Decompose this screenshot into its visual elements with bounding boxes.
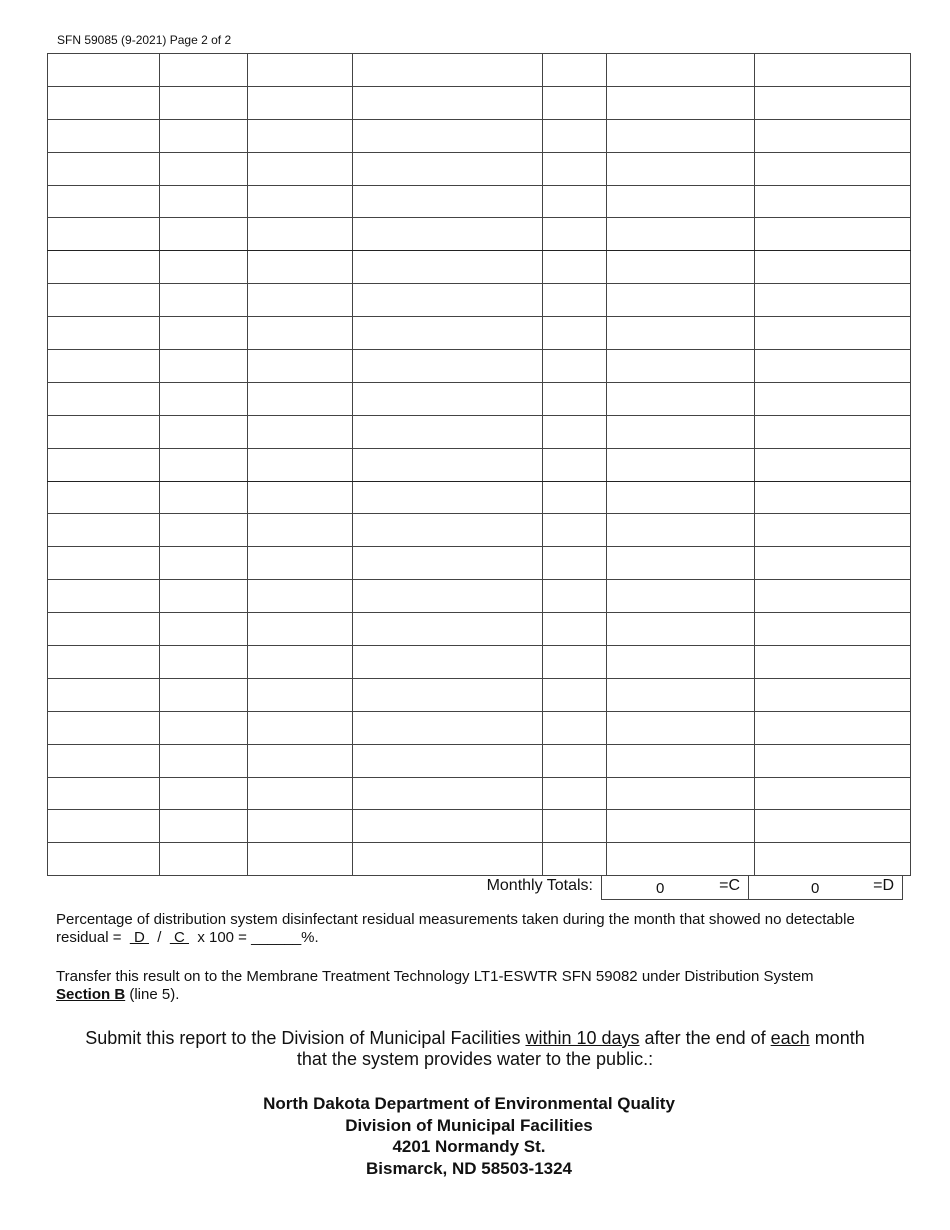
table-cell[interactable] bbox=[248, 54, 353, 87]
table-cell[interactable] bbox=[607, 54, 755, 87]
table-cell[interactable] bbox=[48, 514, 160, 547]
formula-slash: / bbox=[148, 929, 170, 946]
formula-d: D bbox=[129, 929, 149, 946]
table-cell[interactable] bbox=[353, 119, 543, 152]
table-cell[interactable] bbox=[353, 580, 543, 613]
table-cell[interactable] bbox=[48, 317, 160, 350]
table-cell[interactable] bbox=[607, 810, 755, 843]
total-c-cell[interactable] bbox=[601, 876, 749, 900]
table-cell[interactable] bbox=[248, 514, 353, 547]
table-cell[interactable] bbox=[607, 448, 755, 481]
table-cell[interactable] bbox=[543, 744, 607, 777]
table-cell[interactable] bbox=[607, 481, 755, 514]
table-cell[interactable] bbox=[353, 843, 543, 876]
table-cell[interactable] bbox=[48, 185, 160, 218]
table-cell[interactable] bbox=[353, 646, 543, 679]
table-cell[interactable] bbox=[48, 86, 160, 119]
table-cell[interactable] bbox=[543, 777, 607, 810]
table-cell[interactable] bbox=[160, 613, 248, 646]
table-cell[interactable] bbox=[48, 448, 160, 481]
table-row bbox=[48, 284, 911, 317]
table-row bbox=[48, 415, 911, 448]
table-cell[interactable] bbox=[607, 646, 755, 679]
table-cell[interactable] bbox=[543, 350, 607, 383]
table-cell[interactable] bbox=[248, 580, 353, 613]
table-cell[interactable] bbox=[755, 711, 911, 744]
total-d-value: 0 bbox=[811, 880, 820, 897]
table-cell[interactable] bbox=[607, 284, 755, 317]
table-cell[interactable] bbox=[755, 580, 911, 613]
table-cell[interactable] bbox=[607, 185, 755, 218]
table-cell[interactable] bbox=[48, 119, 160, 152]
table-row bbox=[48, 382, 911, 415]
total-d-cell[interactable] bbox=[747, 876, 903, 900]
table-cell[interactable] bbox=[48, 481, 160, 514]
table-row bbox=[48, 317, 911, 350]
table-cell[interactable] bbox=[607, 218, 755, 251]
table-cell[interactable] bbox=[248, 843, 353, 876]
table-cell[interactable] bbox=[248, 251, 353, 284]
table-cell[interactable] bbox=[543, 547, 607, 580]
submit-text-3: month bbox=[809, 1028, 865, 1048]
table-cell[interactable] bbox=[160, 810, 248, 843]
transfer-instructions bbox=[56, 968, 906, 1004]
table-cell[interactable] bbox=[248, 646, 353, 679]
table-cell[interactable] bbox=[607, 415, 755, 448]
table-cell[interactable] bbox=[48, 711, 160, 744]
table-cell[interactable] bbox=[160, 284, 248, 317]
table-cell[interactable] bbox=[755, 152, 911, 185]
mailing-address bbox=[0, 1093, 938, 1179]
table-cell[interactable] bbox=[248, 350, 353, 383]
table-cell[interactable] bbox=[755, 777, 911, 810]
table-cell[interactable] bbox=[543, 54, 607, 87]
table-cell[interactable] bbox=[755, 119, 911, 152]
table-cell[interactable] bbox=[755, 350, 911, 383]
table-cell[interactable] bbox=[755, 547, 911, 580]
table-cell[interactable] bbox=[543, 185, 607, 218]
table-row bbox=[48, 777, 911, 810]
table-cell[interactable] bbox=[48, 284, 160, 317]
table-cell[interactable] bbox=[543, 218, 607, 251]
table-cell[interactable] bbox=[353, 152, 543, 185]
table-cell[interactable] bbox=[48, 678, 160, 711]
table-cell[interactable] bbox=[607, 678, 755, 711]
submit-text-2: after the end of bbox=[639, 1028, 771, 1048]
submit-text-1: Submit this report to the Division of Municipal Facilities bbox=[85, 1028, 526, 1048]
table-cell[interactable] bbox=[755, 678, 911, 711]
table-cell[interactable] bbox=[607, 86, 755, 119]
table-cell[interactable] bbox=[543, 678, 607, 711]
submit-text-4: that the system provides water to the public.: bbox=[296, 1049, 654, 1069]
table-row bbox=[48, 547, 911, 580]
table-cell[interactable] bbox=[755, 317, 911, 350]
table-cell[interactable] bbox=[353, 382, 543, 415]
table-cell[interactable] bbox=[353, 547, 543, 580]
table-cell[interactable] bbox=[48, 218, 160, 251]
table-cell[interactable] bbox=[755, 448, 911, 481]
percentage-instructions bbox=[56, 911, 906, 947]
table-cell[interactable] bbox=[248, 415, 353, 448]
table-cell[interactable] bbox=[755, 86, 911, 119]
table-cell[interactable] bbox=[248, 711, 353, 744]
submit-each: each bbox=[770, 1028, 810, 1048]
table-cell[interactable] bbox=[607, 744, 755, 777]
table-cell[interactable] bbox=[160, 514, 248, 547]
table-cell[interactable] bbox=[248, 185, 353, 218]
table-cell[interactable] bbox=[248, 119, 353, 152]
table-cell[interactable] bbox=[353, 284, 543, 317]
table-cell[interactable] bbox=[160, 678, 248, 711]
table-cell[interactable] bbox=[160, 86, 248, 119]
table-cell[interactable] bbox=[160, 251, 248, 284]
table-cell[interactable] bbox=[248, 317, 353, 350]
table-cell[interactable] bbox=[248, 152, 353, 185]
form-header: SFN 59085 (9-2021) Page 2 of 2 bbox=[57, 33, 232, 47]
line-ref: (line 5). bbox=[125, 986, 180, 1003]
table-cell[interactable] bbox=[48, 152, 160, 185]
table-cell[interactable] bbox=[607, 350, 755, 383]
residual-label: residual = bbox=[56, 929, 130, 946]
table-cell[interactable] bbox=[248, 810, 353, 843]
table-cell[interactable] bbox=[607, 613, 755, 646]
table-row bbox=[48, 711, 911, 744]
formula-result: x 100 = ______%. bbox=[188, 929, 319, 946]
table-row bbox=[48, 514, 911, 547]
table-cell[interactable] bbox=[160, 218, 248, 251]
table-cell[interactable] bbox=[755, 481, 911, 514]
submit-deadline: within 10 days bbox=[525, 1028, 640, 1048]
table-cell[interactable] bbox=[48, 777, 160, 810]
table-cell[interactable] bbox=[755, 613, 911, 646]
table-cell[interactable] bbox=[755, 646, 911, 679]
table-cell[interactable] bbox=[160, 119, 248, 152]
table-row bbox=[48, 613, 911, 646]
table-cell[interactable] bbox=[160, 481, 248, 514]
table-cell[interactable] bbox=[160, 185, 248, 218]
table-cell[interactable] bbox=[607, 843, 755, 876]
table-cell[interactable] bbox=[48, 547, 160, 580]
table-cell[interactable] bbox=[160, 317, 248, 350]
table-cell[interactable] bbox=[160, 777, 248, 810]
table-cell[interactable] bbox=[607, 251, 755, 284]
table-cell[interactable] bbox=[353, 185, 543, 218]
table-cell[interactable] bbox=[353, 415, 543, 448]
table-row bbox=[48, 185, 911, 218]
table-row bbox=[48, 119, 911, 152]
monthly-totals-label: Monthly Totals: bbox=[486, 877, 593, 894]
table-cell[interactable] bbox=[48, 810, 160, 843]
table-cell[interactable] bbox=[48, 54, 160, 87]
table-cell[interactable] bbox=[160, 152, 248, 185]
table-cell[interactable] bbox=[755, 284, 911, 317]
table-cell[interactable] bbox=[160, 547, 248, 580]
table-cell[interactable] bbox=[755, 218, 911, 251]
table-cell[interactable] bbox=[755, 415, 911, 448]
table-row bbox=[48, 481, 911, 514]
table-row bbox=[48, 152, 911, 185]
table-row bbox=[48, 646, 911, 679]
table-cell[interactable] bbox=[48, 843, 160, 876]
table-cell[interactable] bbox=[607, 777, 755, 810]
table-cell[interactable] bbox=[607, 152, 755, 185]
table-cell[interactable] bbox=[248, 481, 353, 514]
table-cell[interactable] bbox=[48, 613, 160, 646]
table-cell[interactable] bbox=[248, 678, 353, 711]
table-cell[interactable] bbox=[248, 382, 353, 415]
table-cell[interactable] bbox=[48, 580, 160, 613]
table-cell[interactable] bbox=[543, 711, 607, 744]
table-cell[interactable] bbox=[248, 777, 353, 810]
table-row bbox=[48, 350, 911, 383]
table-cell[interactable] bbox=[48, 646, 160, 679]
formula-c: C bbox=[169, 929, 189, 946]
table-cell[interactable] bbox=[755, 382, 911, 415]
total-d-suffix: =D bbox=[873, 877, 894, 894]
total-c-suffix: =C bbox=[719, 877, 740, 894]
table-cell[interactable] bbox=[543, 646, 607, 679]
table-row bbox=[48, 251, 911, 284]
table-cell[interactable] bbox=[160, 382, 248, 415]
table-cell[interactable] bbox=[543, 843, 607, 876]
table-cell[interactable] bbox=[353, 777, 543, 810]
table-cell[interactable] bbox=[755, 744, 911, 777]
table-cell[interactable] bbox=[607, 382, 755, 415]
table-cell[interactable] bbox=[755, 185, 911, 218]
table-cell[interactable] bbox=[607, 547, 755, 580]
table-cell[interactable] bbox=[353, 810, 543, 843]
table-cell[interactable] bbox=[353, 317, 543, 350]
table-cell[interactable] bbox=[353, 744, 543, 777]
table-cell[interactable] bbox=[755, 810, 911, 843]
table-cell[interactable] bbox=[353, 86, 543, 119]
table-cell[interactable] bbox=[248, 86, 353, 119]
table-cell[interactable] bbox=[48, 382, 160, 415]
table-cell[interactable] bbox=[248, 547, 353, 580]
table-cell[interactable] bbox=[755, 251, 911, 284]
table-cell[interactable] bbox=[543, 613, 607, 646]
table-cell[interactable] bbox=[353, 448, 543, 481]
table-cell[interactable] bbox=[160, 744, 248, 777]
table-cell[interactable] bbox=[353, 514, 543, 547]
table-cell[interactable] bbox=[353, 711, 543, 744]
table-cell[interactable] bbox=[160, 448, 248, 481]
table-cell[interactable] bbox=[48, 350, 160, 383]
table-cell[interactable] bbox=[248, 448, 353, 481]
table-cell[interactable] bbox=[160, 415, 248, 448]
table-cell[interactable] bbox=[353, 54, 543, 87]
table-row bbox=[48, 54, 911, 87]
table-row bbox=[48, 744, 911, 777]
table-cell[interactable] bbox=[543, 317, 607, 350]
table-cell[interactable] bbox=[607, 317, 755, 350]
percentage-line1: Percentage of distribution system disinfectant residual measurements taken during the month that showed no detectable bbox=[56, 911, 855, 928]
table-cell[interactable] bbox=[248, 218, 353, 251]
total-c-value: 0 bbox=[656, 880, 665, 897]
table-row bbox=[48, 218, 911, 251]
table-cell[interactable] bbox=[353, 678, 543, 711]
table-cell[interactable] bbox=[160, 350, 248, 383]
table-row bbox=[48, 810, 911, 843]
table-cell[interactable] bbox=[160, 711, 248, 744]
table-cell[interactable] bbox=[160, 54, 248, 87]
table-cell[interactable] bbox=[607, 711, 755, 744]
table-cell[interactable] bbox=[48, 744, 160, 777]
table-cell[interactable] bbox=[543, 284, 607, 317]
table-row bbox=[48, 448, 911, 481]
table-cell[interactable] bbox=[543, 152, 607, 185]
table-cell[interactable] bbox=[543, 119, 607, 152]
table-cell[interactable] bbox=[48, 251, 160, 284]
table-cell[interactable] bbox=[543, 415, 607, 448]
table-cell[interactable] bbox=[607, 119, 755, 152]
table-cell[interactable] bbox=[607, 580, 755, 613]
table-row bbox=[48, 86, 911, 119]
table-cell[interactable] bbox=[353, 350, 543, 383]
submit-instructions bbox=[0, 1028, 950, 1070]
address-division: Division of Municipal Facilities bbox=[345, 1115, 593, 1135]
table-cell[interactable] bbox=[248, 284, 353, 317]
table-cell[interactable] bbox=[248, 613, 353, 646]
address-city: Bismarck, ND 58503-1324 bbox=[365, 1158, 573, 1178]
table-cell[interactable] bbox=[353, 251, 543, 284]
table-cell[interactable] bbox=[353, 218, 543, 251]
address-org: North Dakota Department of Environmental Quality bbox=[263, 1094, 675, 1113]
transfer-line1: Transfer this result on to the Membrane Treatment Technology LT1-ESWTR SFN 59082 under Distribution System bbox=[56, 968, 814, 985]
table-cell[interactable] bbox=[755, 843, 911, 876]
table-cell[interactable] bbox=[48, 415, 160, 448]
table-cell[interactable] bbox=[755, 54, 911, 87]
table-cell[interactable] bbox=[755, 514, 911, 547]
table-cell[interactable] bbox=[543, 251, 607, 284]
table-cell[interactable] bbox=[160, 843, 248, 876]
log-table bbox=[47, 53, 911, 876]
table-cell[interactable] bbox=[353, 481, 543, 514]
monthly-totals-row bbox=[47, 876, 903, 900]
address-street: 4201 Normandy St. bbox=[392, 1137, 546, 1156]
table-cell[interactable] bbox=[160, 580, 248, 613]
table-cell[interactable] bbox=[543, 481, 607, 514]
table-cell[interactable] bbox=[543, 580, 607, 613]
table-cell[interactable] bbox=[353, 613, 543, 646]
table-cell[interactable] bbox=[543, 810, 607, 843]
table-row bbox=[48, 843, 911, 876]
table-cell[interactable] bbox=[160, 646, 248, 679]
table-row bbox=[48, 580, 911, 613]
section-b-ref: Section B bbox=[56, 986, 126, 1003]
table-cell[interactable] bbox=[543, 86, 607, 119]
table-row bbox=[48, 678, 911, 711]
table-cell[interactable] bbox=[543, 382, 607, 415]
table-cell[interactable] bbox=[248, 744, 353, 777]
table-cell[interactable] bbox=[543, 448, 607, 481]
table-cell[interactable] bbox=[607, 514, 755, 547]
table-cell[interactable] bbox=[543, 514, 607, 547]
